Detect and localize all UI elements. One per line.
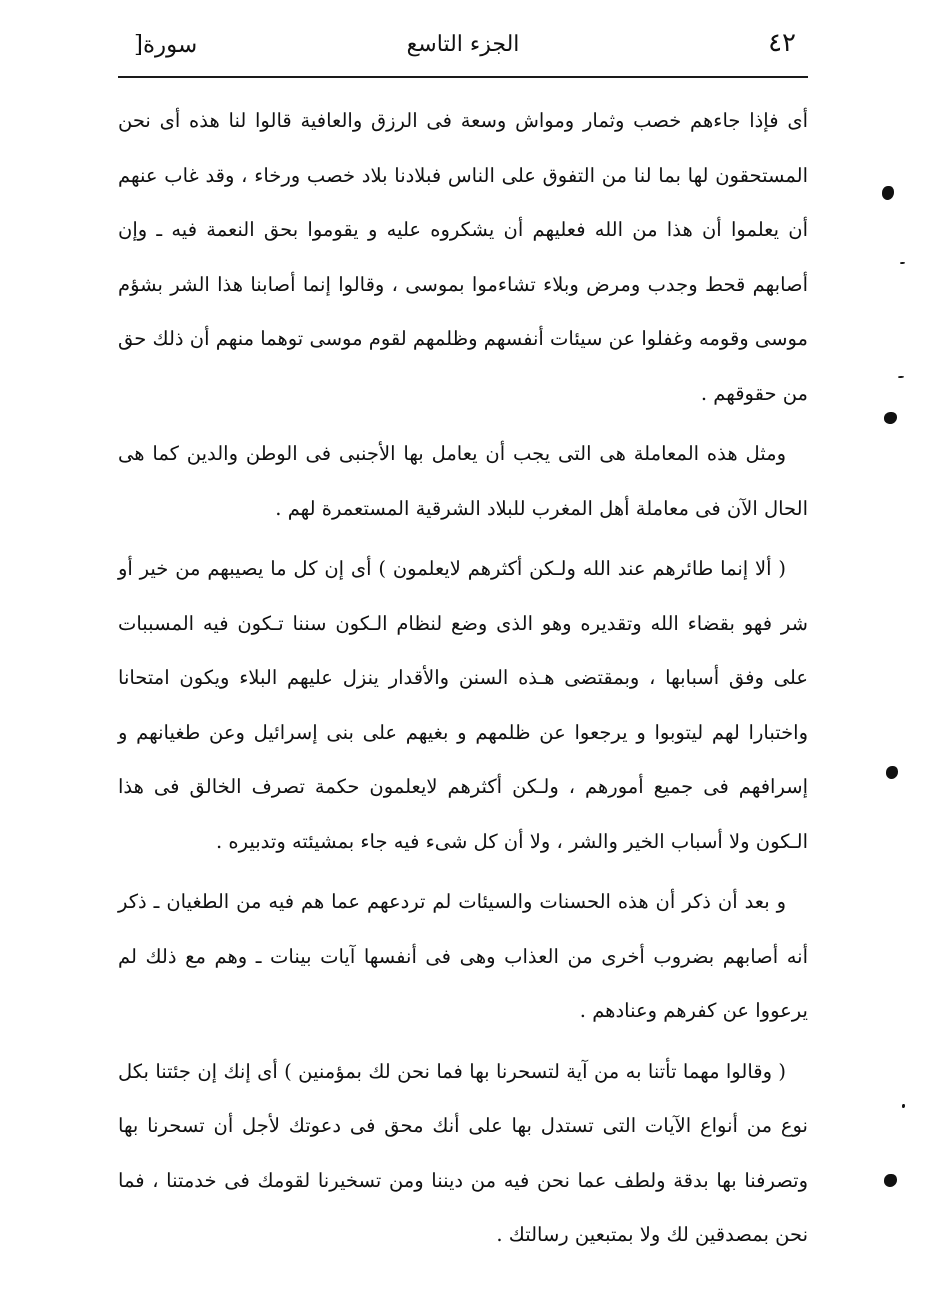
part-title: الجزء التاسع: [406, 32, 520, 57]
running-header: [118, 26, 808, 70]
margin-speck: [882, 186, 894, 200]
paragraph-2: ومثل هذه المعاملة هى التى يجب أن يعامل بها الأجنبى فى الوطن والدين كما هى الحال الآن فى معاملة أهل المغرب للبلاد الشرقية المستعمرة لهم .: [118, 442, 808, 520]
header-rule: [118, 76, 808, 78]
paragraph-4: و بعد أن ذكر أن هذه الحسنات والسيئات لم تردعهم عما هم فيه من الطغيان ـ ذكر أنه أصابهم بضروب أخرى من العذاب وهى فى أنفسها آيات بينات ـ وهم مع ذلك لم يرعووا عن كفرهم وعنادهم .: [118, 890, 808, 1022]
margin-speck: [886, 766, 898, 779]
surah-bracket: [: [134, 32, 143, 58]
paragraph-1: أى فإذا جاءهم خصب وثمار ومواش وسعة فى الرزق والعافية قالوا لنا هذه أى نحن المستحقون لها بما لنا من التفوق على الناس فبلادنا بلاد خصب ورخاء ، وقد غاب عنهم أن يعلموا أن هذا من الله فعليهم أن يشكروه عليه و يقوموا بحق النعمة فيه ـ وإن أصابهم قحط وجدب ومرض وبلاء تشاءموا بموسى ، وقالوا إنما أصابنا هذا الشر بشؤم موسى وقومه وغفلوا عن سيئات أنفسهم وظلمهم لقوم موسى توهما منهم أن ذلك حق من حقوقهم .: [118, 109, 808, 405]
body-text: [118, 94, 808, 1263]
margin-speck: [902, 1104, 905, 1108]
margin-speck: [900, 262, 905, 264]
margin-speck: [898, 376, 904, 378]
margin-speck: [884, 412, 897, 424]
surah-label-text: سورة: [142, 32, 198, 58]
margin-speck: [884, 1174, 897, 1187]
surah-label: [128, 32, 197, 58]
page-number: ٤٢: [768, 28, 796, 58]
paragraph-5: ( وقالوا مهما تأتنا به من آية لتسحرنا بها فما نحن لك بمؤمنين ) أى إنك إن جئتنا بكل نوع من أنواع الآيات التى تستدل بها على أنك محق فى دعوتك لأجل أن تسحرنا بها وتصرفنا بها بدقة ولطف عما نحن فيه من ديننا ومن تسخيرنا لقومك فى خدمتنا ، فما نحن بمصدقين لك ولا بمتبعين رسالتك .: [118, 1059, 808, 1246]
paragraph-3: ( ألا إنما طائرهم عند الله ولـكن أكثرهم لايعلمون ) أى إن كل ما يصيبهم من خير أو شر فهو بقضاء الله وتقديره وهو الذى وضع لنظام الـكون سننا تـكون فيه المسببات على وفق أسبابها ، وبمقتضى هـذه السنن والأقدار ينزل عليهم البلاء ويكون امتحانا واختبارا لهم ليتوبوا و يرجعوا عن ظلمهم و بغيهم على بنى إسرائيل وعن طغيانهم و إسرافهم فى جميع أمورهم ، ولـكن أكثرهم لايعلمون حكمة تصرف الخالق فى هذا الـكون ولا أسباب الخير والشر ، ولا أن كل شىء فيه جاء بمشيئته وتدبيره .: [118, 557, 808, 853]
